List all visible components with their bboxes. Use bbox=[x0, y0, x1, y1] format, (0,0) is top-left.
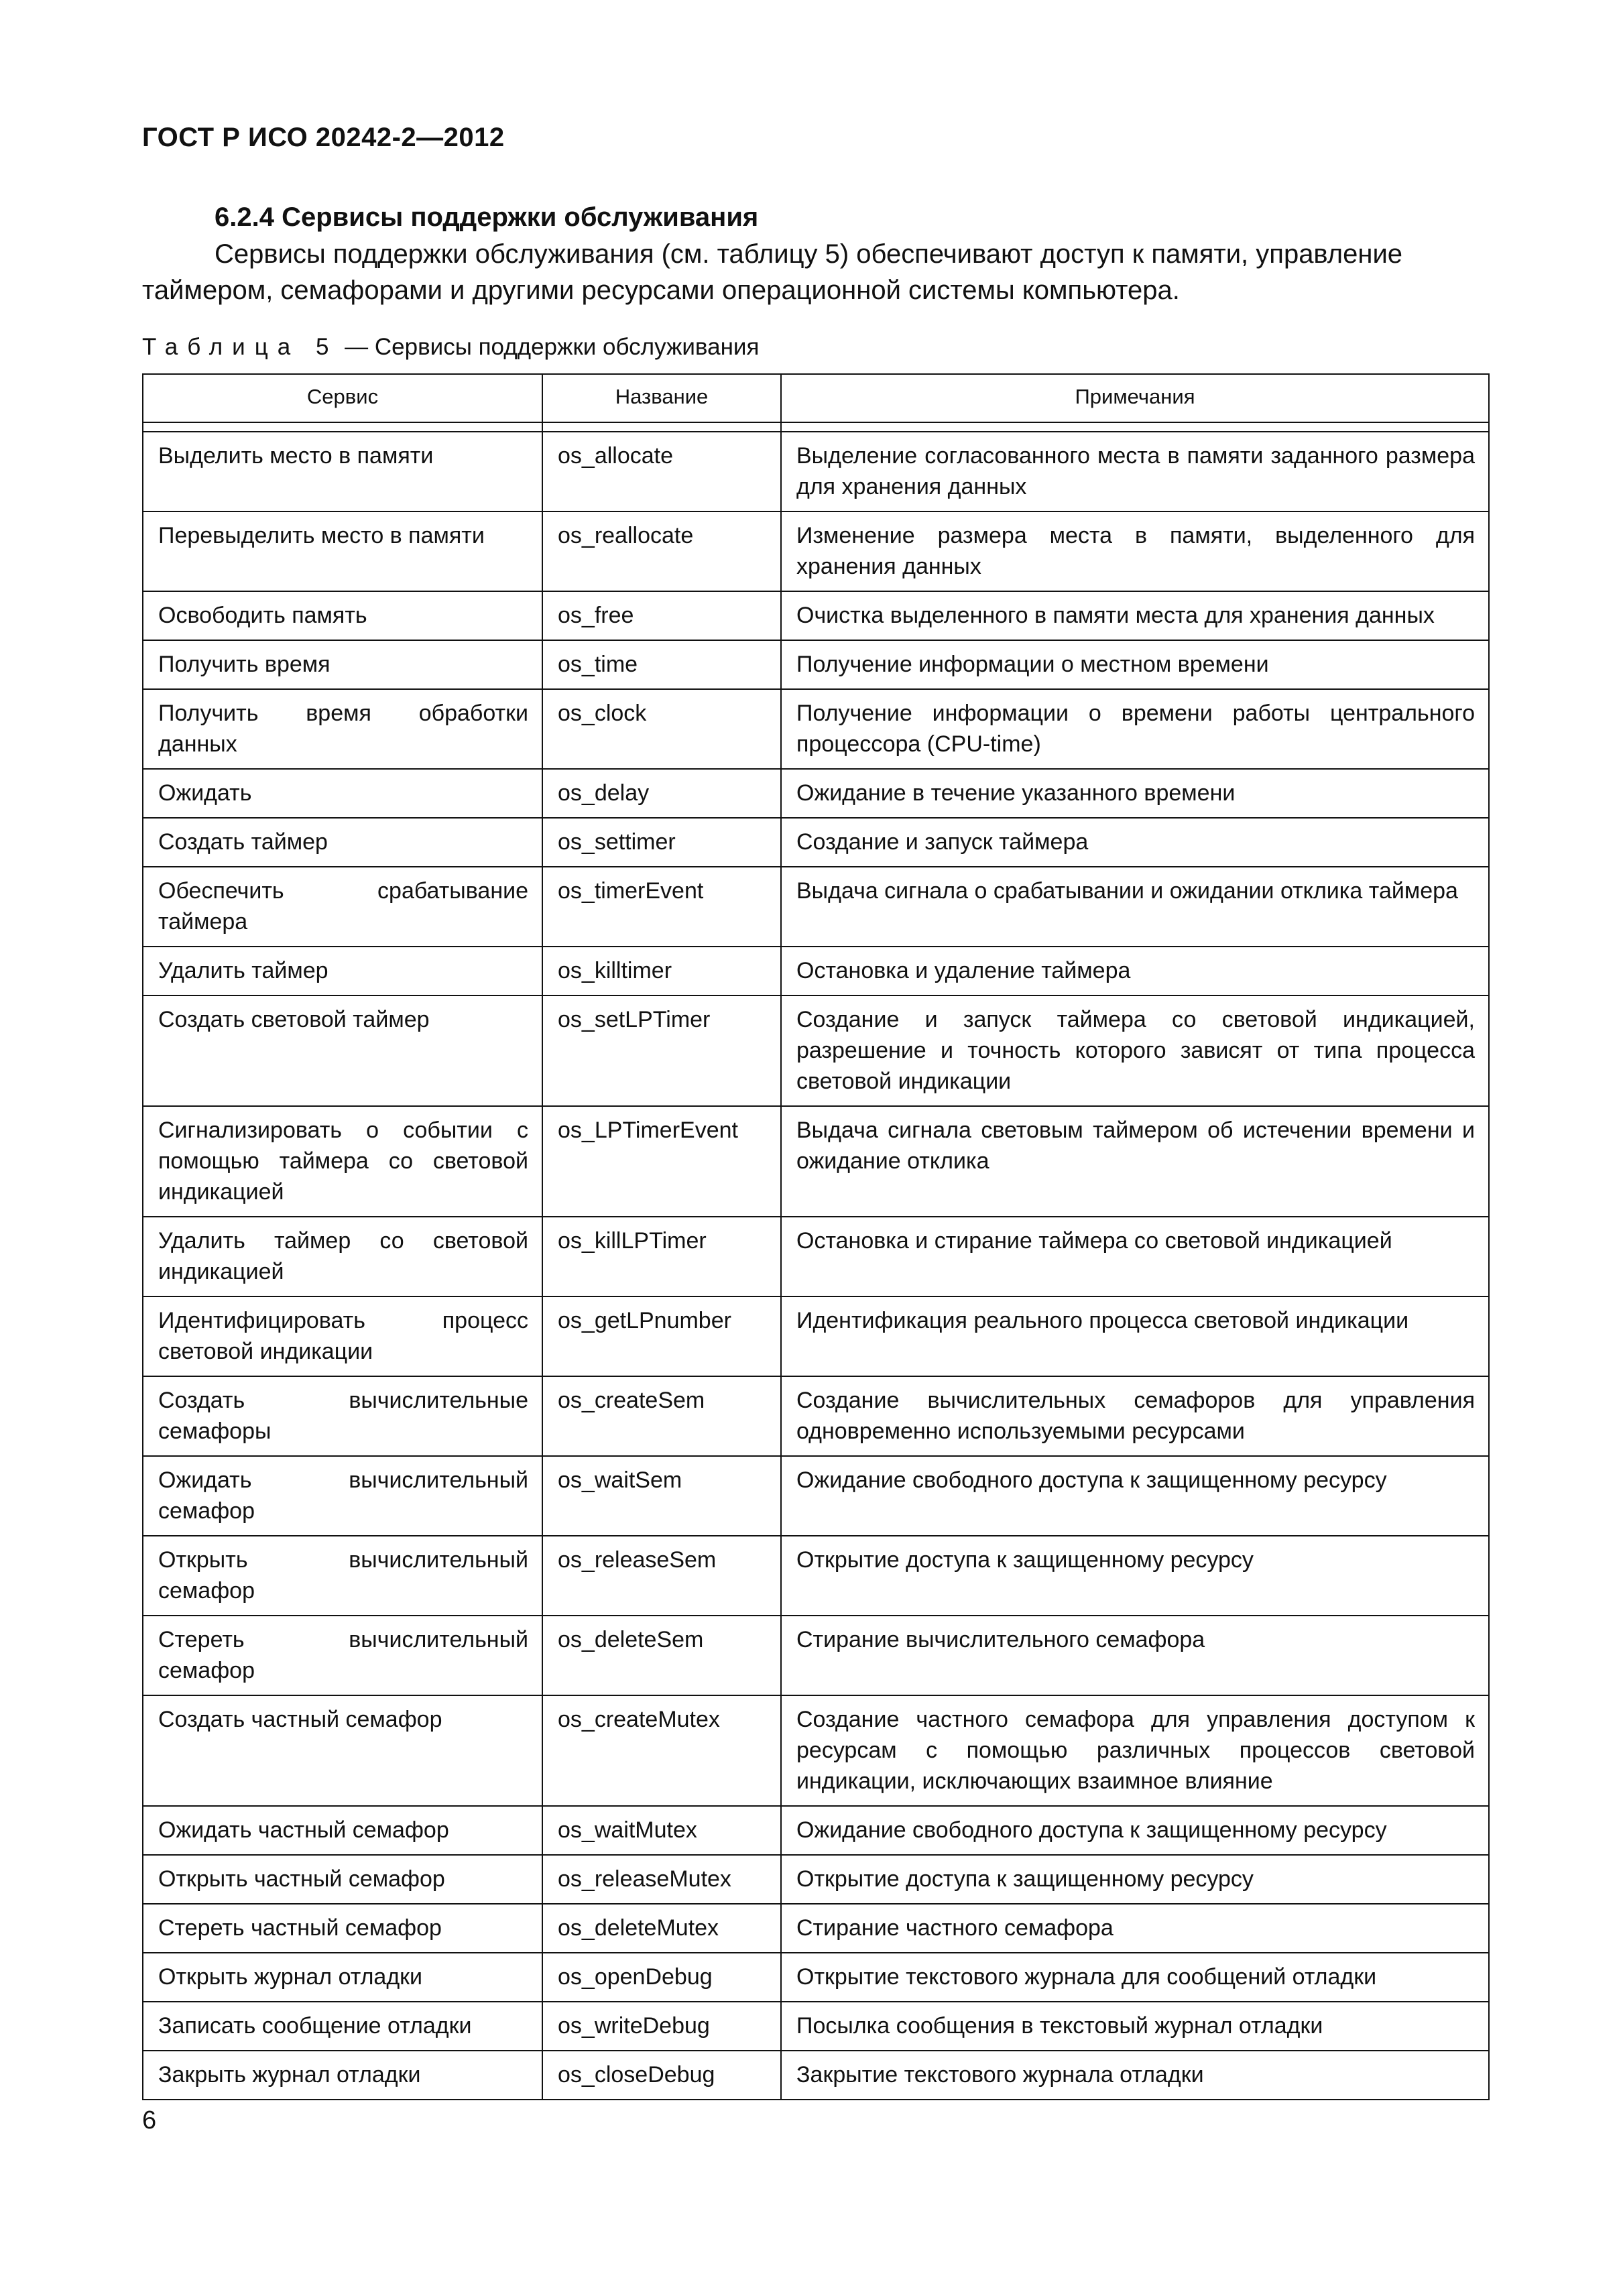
table-row bbox=[143, 1806, 1489, 1855]
cell-service: Сигнализировать о событии с помощью таймера со световой индикацией bbox=[143, 1106, 542, 1217]
cell-note: Очистка выделенного в памяти места для хранения данных bbox=[781, 591, 1489, 640]
header-separator bbox=[143, 422, 1489, 432]
cell-note: Выдача сигнала о срабатывании и ожидании отклика таймера bbox=[781, 867, 1489, 947]
cell-service: Создать таймер bbox=[143, 818, 542, 867]
cell-service: Идентифицировать процесс световой индикации bbox=[143, 1296, 542, 1376]
cell-service: Записать сообщение отладки bbox=[143, 2002, 542, 2051]
table-row bbox=[143, 1376, 1489, 1456]
cell-service: Стереть частный семафор bbox=[143, 1904, 542, 1953]
cell-name: os_openDebug bbox=[542, 1953, 781, 2002]
table-row bbox=[143, 1953, 1489, 2002]
cell-service: Открыть вычислительный семафор bbox=[143, 1536, 542, 1616]
table-row bbox=[143, 1855, 1489, 1904]
cell-note: Ожидание свободного доступа к защищенному ресурсу bbox=[781, 1456, 1489, 1536]
document-code: ГОСТ Р ИСО 20242-2—2012 bbox=[142, 123, 505, 152]
table-row bbox=[143, 1456, 1489, 1536]
cell-service: Стереть вычислительный семафор bbox=[143, 1616, 542, 1695]
table-row bbox=[143, 591, 1489, 640]
cell-note: Создание и запуск таймера bbox=[781, 818, 1489, 867]
cell-service: Ожидать bbox=[143, 769, 542, 818]
cell-note: Идентификация реального процесса световой индикации bbox=[781, 1296, 1489, 1376]
cell-name: os_free bbox=[542, 591, 781, 640]
cell-service: Закрыть журнал отладки bbox=[143, 2051, 542, 2100]
cell-service: Обеспечить срабатывание таймера bbox=[143, 867, 542, 947]
table-caption-label: Таблица 5 bbox=[142, 334, 339, 360]
cell-name: os_settimer bbox=[542, 818, 781, 867]
cell-note: Остановка и удаление таймера bbox=[781, 947, 1489, 995]
cell-note: Стирание вычислительного семафора bbox=[781, 1616, 1489, 1695]
cell-service: Ожидать вычислительный семафор bbox=[143, 1456, 542, 1536]
table-row bbox=[143, 867, 1489, 947]
cell-note: Открытие текстового журнала для сообщений отладки bbox=[781, 1953, 1489, 2002]
cell-service: Освободить память bbox=[143, 591, 542, 640]
cell-note: Ожидание свободного доступа к защищенному ресурсу bbox=[781, 1806, 1489, 1855]
cell-name: os_killLPTimer bbox=[542, 1217, 781, 1296]
cell-name: os_createMutex bbox=[542, 1695, 781, 1806]
cell-service: Выделить место в памяти bbox=[143, 432, 542, 511]
table-row bbox=[143, 1106, 1489, 1217]
cell-note: Выделение согласованного места в памяти заданного размера для хранения данных bbox=[781, 432, 1489, 511]
cell-service: Ожидать частный семафор bbox=[143, 1806, 542, 1855]
cell-service: Перевыделить место в памяти bbox=[143, 511, 542, 591]
cell-name: os_waitMutex bbox=[542, 1806, 781, 1855]
cell-note: Изменение размера места в памяти, выделенного для хранения данных bbox=[781, 511, 1489, 591]
services-table-container bbox=[142, 373, 1488, 2100]
cell-name: os_killtimer bbox=[542, 947, 781, 995]
cell-note: Ожидание в течение указанного времени bbox=[781, 769, 1489, 818]
cell-service: Создать частный семафор bbox=[143, 1695, 542, 1806]
cell-service: Получить время обработки данных bbox=[143, 689, 542, 769]
cell-name: os_closeDebug bbox=[542, 2051, 781, 2100]
cell-note: Остановка и стирание таймера со световой индикацией bbox=[781, 1217, 1489, 1296]
intro-paragraph: Сервисы поддержки обслуживания (см. таблицу 5) обеспечивают доступ к памяти, управление таймером, семафорами и другими ресурсами операционной системы компьютера. bbox=[142, 239, 1403, 305]
table-header-row bbox=[143, 374, 1489, 422]
cell-note: Получение информации о местном времени bbox=[781, 640, 1489, 689]
cell-note: Создание и запуск таймера со световой индикацией, разрешение и точность которого зависят от типа процесса световой индикации bbox=[781, 995, 1489, 1106]
column-header-notes: Примечания bbox=[781, 374, 1489, 422]
cell-name: os_LPTimerEvent bbox=[542, 1106, 781, 1217]
table-row bbox=[143, 1536, 1489, 1616]
table-row bbox=[143, 1217, 1489, 1296]
table-row bbox=[143, 2051, 1489, 2100]
cell-name: os_waitSem bbox=[542, 1456, 781, 1536]
cell-name: os_clock bbox=[542, 689, 781, 769]
cell-service: Удалить таймер bbox=[143, 947, 542, 995]
cell-name: os_createSem bbox=[542, 1376, 781, 1456]
cell-name: os_timerEvent bbox=[542, 867, 781, 947]
cell-name: os_reallocate bbox=[542, 511, 781, 591]
table-row bbox=[143, 1296, 1489, 1376]
services-table bbox=[142, 373, 1490, 2100]
table-row bbox=[143, 1616, 1489, 1695]
cell-name: os_allocate bbox=[542, 432, 781, 511]
column-header-service: Сервис bbox=[143, 374, 542, 422]
section-heading: 6.2.4 Сервисы поддержки обслуживания bbox=[215, 202, 759, 232]
cell-name: os_time bbox=[542, 640, 781, 689]
cell-name: os_getLPnumber bbox=[542, 1296, 781, 1376]
cell-service: Создать вычислительные семафоры bbox=[143, 1376, 542, 1456]
cell-note: Посылка сообщения в текстовый журнал отладки bbox=[781, 2002, 1489, 2051]
cell-note: Открытие доступа к защищенному ресурсу bbox=[781, 1536, 1489, 1616]
table-caption bbox=[142, 334, 759, 361]
cell-name: os_writeDebug bbox=[542, 2002, 781, 2051]
table-row bbox=[143, 947, 1489, 995]
cell-service: Получить время bbox=[143, 640, 542, 689]
cell-note: Закрытие текстового журнала отладки bbox=[781, 2051, 1489, 2100]
table-body bbox=[143, 432, 1489, 2100]
table-row bbox=[143, 1904, 1489, 1953]
cell-note: Открытие доступа к защищенному ресурсу bbox=[781, 1855, 1489, 1904]
cell-name: os_releaseSem bbox=[542, 1536, 781, 1616]
table-row bbox=[143, 2002, 1489, 2051]
column-header-name: Название bbox=[542, 374, 781, 422]
cell-service: Открыть журнал отладки bbox=[143, 1953, 542, 2002]
cell-name: os_setLPTimer bbox=[542, 995, 781, 1106]
table-row bbox=[143, 640, 1489, 689]
table-caption-text: — Сервисы поддержки обслуживания bbox=[338, 334, 760, 360]
cell-name: os_delay bbox=[542, 769, 781, 818]
cell-note: Создание вычислительных семафоров для управления одновременно используемыми ресурсами bbox=[781, 1376, 1489, 1456]
cell-note: Выдача сигнала световым таймером об истечении времени и ожидание отклика bbox=[781, 1106, 1489, 1217]
table-row bbox=[143, 432, 1489, 511]
cell-name: os_deleteSem bbox=[542, 1616, 781, 1695]
page-number: 6 bbox=[142, 2106, 157, 2134]
table-row bbox=[143, 1695, 1489, 1806]
cell-note: Создание частного семафора для управления доступом к ресурсам с помощью различных процессов световой индикации, исключающих взаимное влияние bbox=[781, 1695, 1489, 1806]
cell-note: Получение информации о времени работы центрального процессора (CPU-time) bbox=[781, 689, 1489, 769]
table-row bbox=[143, 689, 1489, 769]
cell-name: os_deleteMutex bbox=[542, 1904, 781, 1953]
cell-service: Открыть частный семафор bbox=[143, 1855, 542, 1904]
cell-name: os_releaseMutex bbox=[542, 1855, 781, 1904]
cell-service: Удалить таймер со световой индикацией bbox=[143, 1217, 542, 1296]
table-row bbox=[143, 769, 1489, 818]
table-row bbox=[143, 818, 1489, 867]
cell-note: Стирание частного семафора bbox=[781, 1904, 1489, 1953]
table-row bbox=[143, 511, 1489, 591]
table-row bbox=[143, 995, 1489, 1106]
cell-service: Создать световой таймер bbox=[143, 995, 542, 1106]
